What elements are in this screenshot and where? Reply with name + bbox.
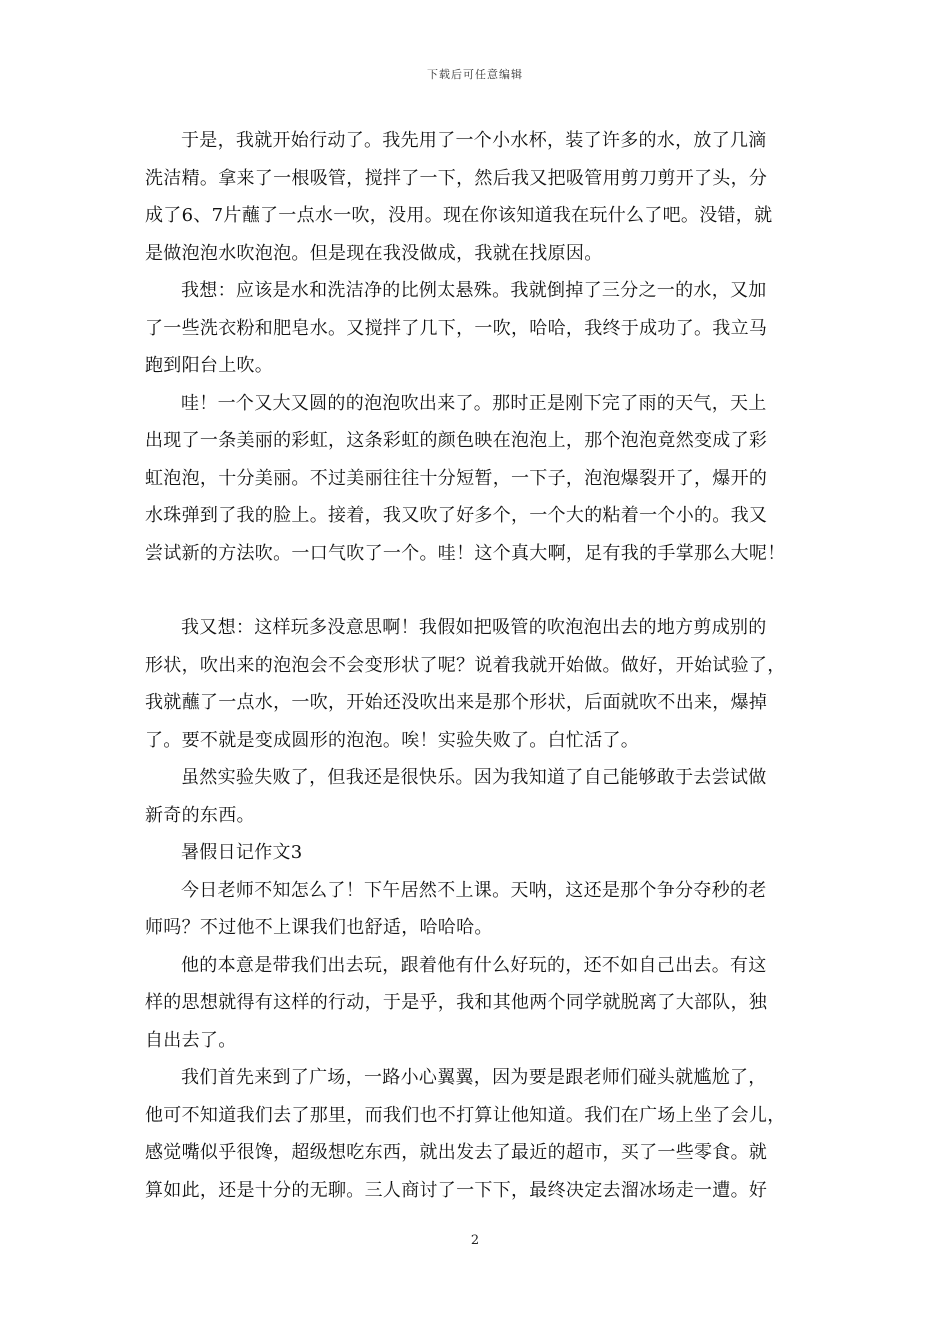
paragraph-rainbow-bubble: 哇！一个又大又圆的的泡泡吹出来了。那时正是刚下完了雨的天气，天上 出现了一条美丽的彩虹，这条彩虹的颜色映在泡泡上，那个泡泡竟然变成了彩 虹泡泡，十分美丽。不过美丽往往十分短暂，一下子，泡泡爆裂开了，爆开的 水珠弹到了我的脸上。接着，我又吹了好多个，一个大的粘着一个小的。我又 尝试新的方法吹。一口气吹了一个。哇！这个真大啊，足有我的手掌那么大呢！ [145, 392, 786, 564]
section-heading: 暑假日记作文3 [181, 842, 303, 863]
paragraph-ratio: 我想：应该是水和洗洁净的比例太悬殊。我就倒掉了三分之一的水，又加 了一些洗衣粉和肥皂水。又搅拌了几下，一吹，哈哈，我终于成功了。我立马 跑到阳台上吹。 [145, 280, 768, 376]
paragraph-bubble-start: 于是，我就开始行动了。我先用了一个小水杯，装了许多的水，放了几滴 洗洁精。拿来了一根吸管，搅拌了一下，然后我又把吸管用剪刀剪开了头，分 成了6、7片蘸了一点水一吹，没用。现在你该知道我在玩什么了吧。没错，就 是做泡泡水吹泡泡。但是现在我没做成，我就在找原因。 [145, 130, 773, 264]
paragraph-plaza: 我们首先来到了广场，一路小心翼翼，因为要是跟老师们碰头就尴尬了， 他可不知道我们去了那里，而我们也不打算让他知道。我们在广场上坐了会儿， 感觉嘴似乎很馋，超级想吃东西，就出发去了最近的超市，买了一些零食。就 算如此，还是十分的无聊。三人商讨了一下下，最终决定去溜冰场走一遭。好 [145, 1067, 786, 1201]
paragraph-teacher: 今日老师不知怎么了！下午居然不上课。天呐，这还是那个争分夺秒的老 师吗？不过他不上课我们也舒适，哈哈哈。 [145, 879, 767, 938]
document-body [145, 122, 805, 1209]
page-number: 2 [470, 1233, 480, 1248]
paragraph-going-out: 他的本意是带我们出去玩，跟着他有什么好玩的，还不如自己出去。有这 样的思想就得有这样的行动，于是乎，我和其他两个同学就脱离了大部队，独 自出去了。 [145, 954, 768, 1051]
paragraph-conclusion: 虽然实验失败了，但我还是很快乐。因为我知道了自己能够敢于去尝试做 新奇的东西。 [145, 767, 767, 826]
paragraph-shape-experiment: 我又想：这样玩多没意思啊！我假如把吸管的吹泡泡出去的地方剪成别的 形状，吹出来的泡泡会不会变形状了呢？说着我就开始做。做好，开始试验了， 我就蘸了一点水，一吹，开始还没吹出来是那个形状，后面就吹不出来，爆掉 了。要不就是变成圆形的泡泡。唉！实验失败了。白忙活了。 [145, 617, 786, 751]
page-header: 下载后可任意编辑 [427, 68, 523, 81]
